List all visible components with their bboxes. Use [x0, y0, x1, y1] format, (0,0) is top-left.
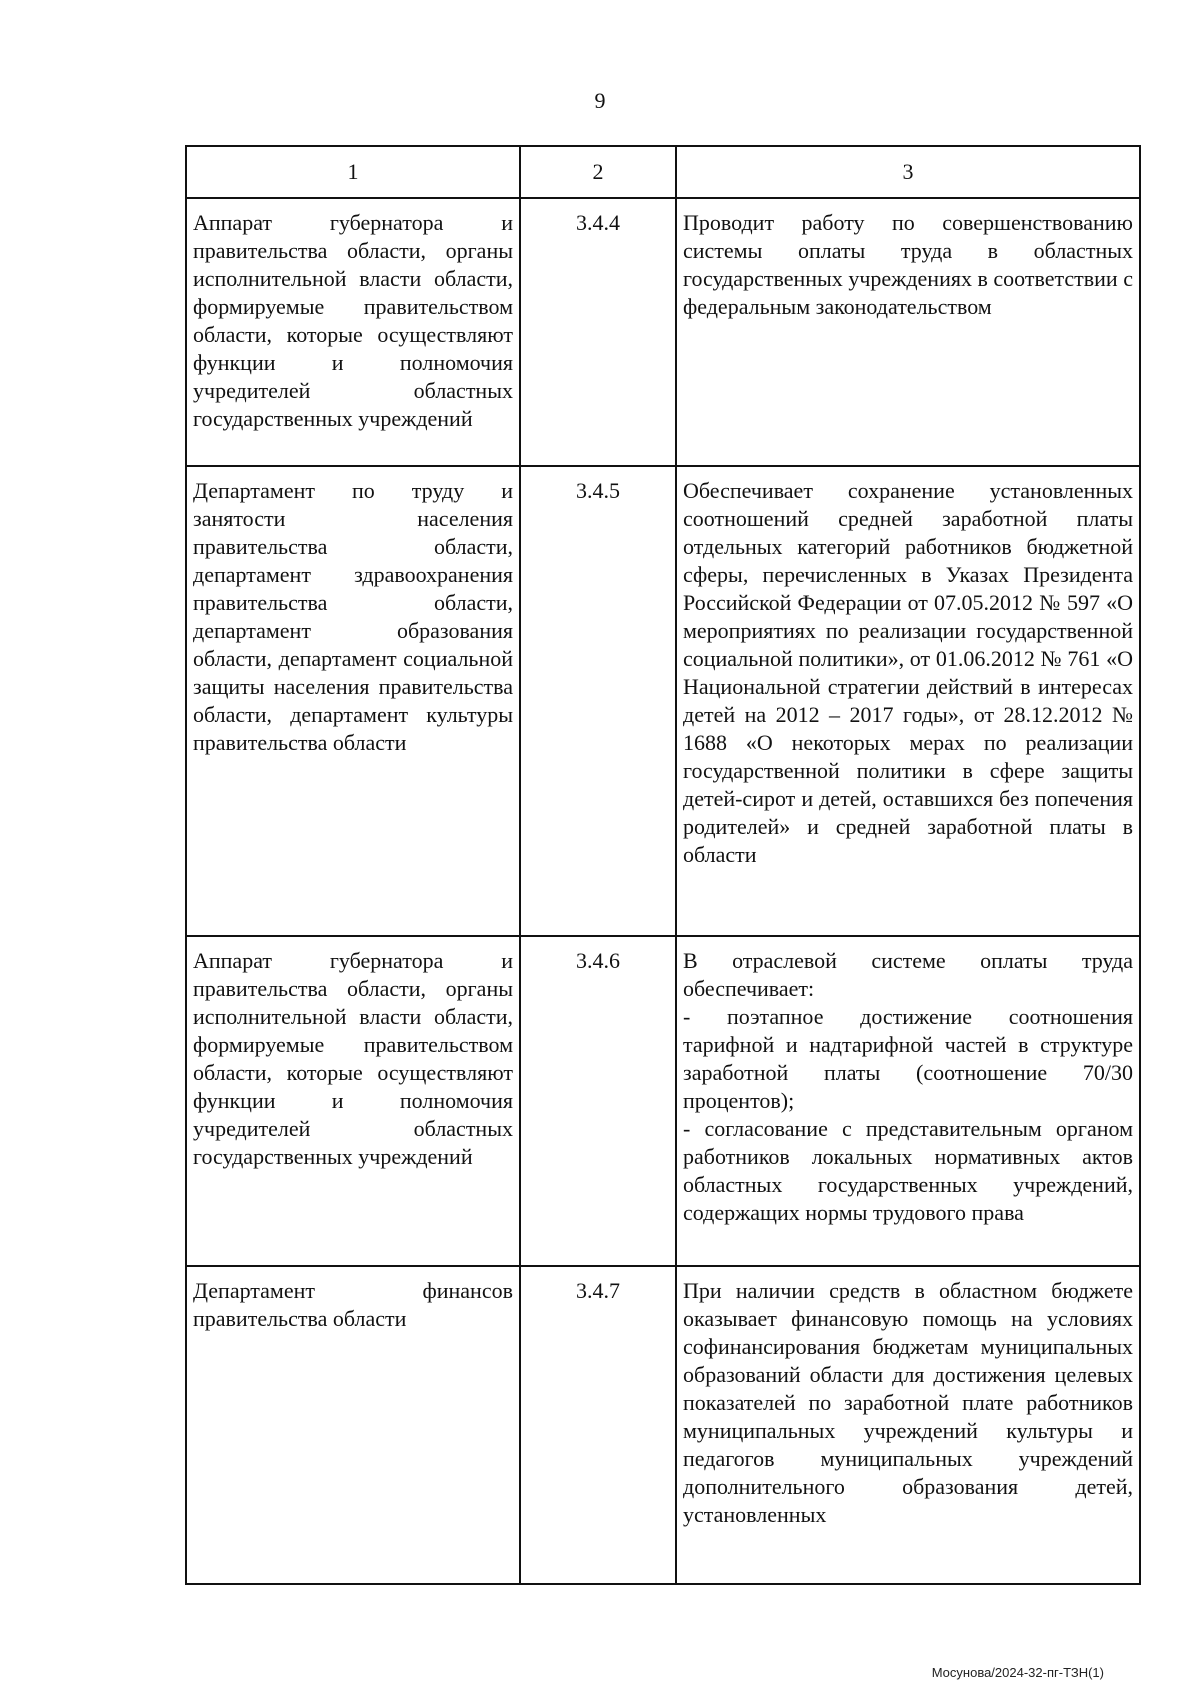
column-header-3: 3: [676, 146, 1140, 198]
measure-cell: При наличии средств в областном бюджете оказывает финансовую помощь на условиях софинансирования бюджетам муниципальных образований области для достижения целевых показателей по заработной плате работников муниципальных учреждений культуры и педагогов муниципальных учреждений дополнительного образования детей, установленных: [676, 1266, 1140, 1584]
measures-table: [185, 145, 1141, 1585]
item-number-cell: 3.4.5: [520, 466, 676, 936]
table-header-row: [186, 146, 1140, 198]
column-header-2: 2: [520, 146, 676, 198]
measure-item: - согласование с представительным органом работников локальных нормативных актов областных государственных учреждений, содержащих нормы трудового права: [683, 1116, 1133, 1225]
table-row: [186, 466, 1140, 936]
measure-item: - поэтапное достижение соотношения тарифной и надтарифной частей в структуре заработной платы (соотношение 70/30 процентов);: [683, 1004, 1133, 1113]
responsible-cell: Аппарат губернатора и правительства области, органы исполнительной власти области, формируемые правительством области, которые осуществляют функции и полномочия учредителей областных государственных учреждений: [186, 198, 520, 466]
measure-cell: [676, 936, 1140, 1266]
document-code: Мосунова/2024-32-пг-ТЗН(1): [931, 1665, 1104, 1680]
responsible-cell: Департамент по труду и занятости населения правительства области, департамент здравоохранения правительства области, департамент образования области, департамент социальной защиты населения правительства области, департамент культуры правительства области: [186, 466, 520, 936]
responsible-cell: Аппарат губернатора и правительства области, органы исполнительной власти области, формируемые правительством области, которые осуществляют функции и полномочия учредителей областных государственных учреждений: [186, 936, 520, 1266]
column-header-1: 1: [186, 146, 520, 198]
table-row: [186, 936, 1140, 1266]
table-row: [186, 1266, 1140, 1584]
measure-cell: Обеспечивает сохранение установленных соотношений средней заработной платы отдельных категорий работников бюджетной сферы, перечисленных в Указах Президента Российской Федерации от 07.05.2012 № 597 «О мероприятиях по реализации государственной социальной политики», от 01.06.2012 № 761 «О Национальной стратегии действий в интересах детей на 2012 – 2017 годы», от 28.12.2012 № 1688 «О некоторых мерах по реализации государственной политики в сфере защиты детей-сирот и детей, оставшихся без попечения родителей» и средней заработной платы в области: [676, 466, 1140, 936]
responsible-cell: Департамент финансов правительства области: [186, 1266, 520, 1584]
measure-cell: Проводит работу по совершенствованию системы оплаты труда в областных государственных учреждениях в соответствии с федеральным законодательством: [676, 198, 1140, 466]
page-number: 9: [594, 88, 606, 113]
item-number-cell: 3.4.7: [520, 1266, 676, 1584]
item-number-cell: 3.4.4: [520, 198, 676, 466]
item-number-cell: 3.4.6: [520, 936, 676, 1266]
table-row: [186, 198, 1140, 466]
measure-intro: В отраслевой системе оплаты труда обеспечивает:: [683, 948, 1133, 1001]
